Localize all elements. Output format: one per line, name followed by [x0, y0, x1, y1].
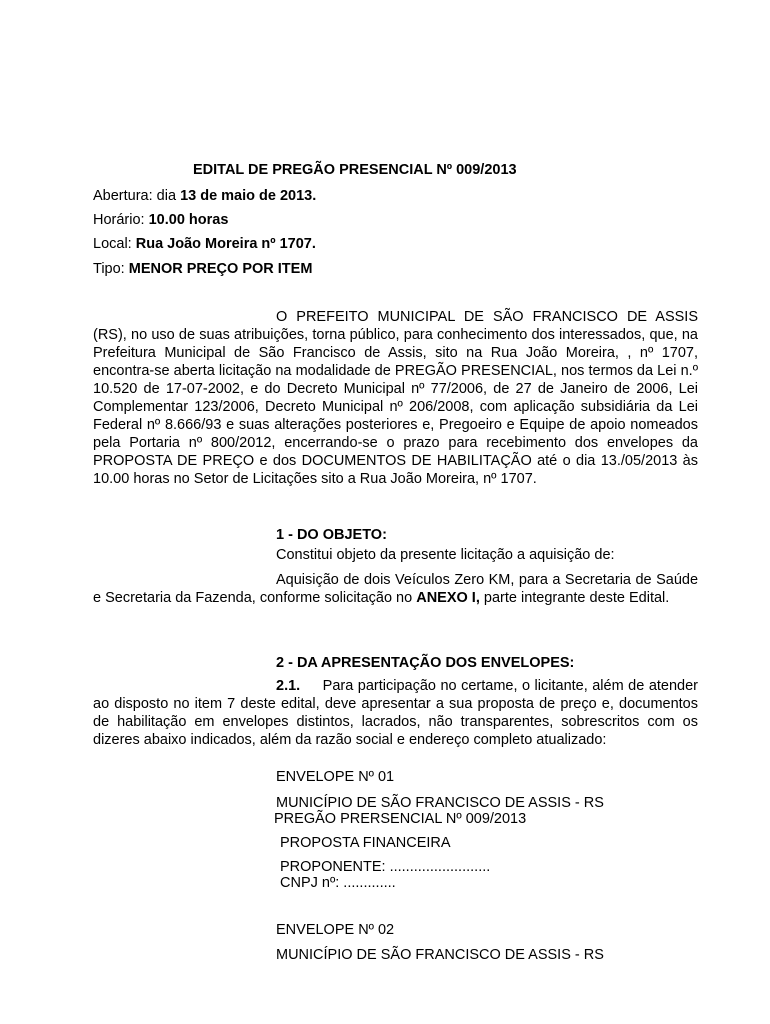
meta-horario: Horário: 10.00 horas [93, 212, 229, 228]
meta-tipo: Tipo: MENOR PREÇO POR ITEM [93, 261, 313, 277]
section2-item-2-1: 2.1. Para participação no certame, o licitante, além de atender ao disposto no item 7 deste edital, deve apresentar a sua proposta de preço e, documentos de habilitação em envelopes distintos, lacrados, não transparentes, sobrescritos com os dizeres abaixo indicados, além da razão social e endereço completo atualizado: [93, 678, 698, 748]
envelope2-label: ENVELOPE Nº 02 [276, 922, 395, 938]
section2-heading: 2 - DA APRESENTAÇÃO DOS ENVELOPES: [276, 655, 575, 671]
envelope1-proponente: PROPONENTE: ......................... [280, 859, 491, 875]
meta-local: Local: Rua João Moreira nº 1707. [93, 236, 316, 252]
document-title: EDITAL DE PREGÃO PRESENCIAL Nº 009/2013 [193, 162, 517, 178]
section1-intro: Constitui objeto da presente licitação a aquisição de: [276, 547, 615, 563]
section1-heading: 1 - DO OBJETO: [276, 527, 387, 543]
envelope1-label: ENVELOPE Nº 01 [276, 769, 395, 785]
meta-abertura: Abertura: dia 13 de maio de 2013. [93, 188, 317, 204]
intro-paragraph: O PREFEITO MUNICIPAL DE SÃO FRANCISCO DE ASSIS (RS), no uso de suas atribuições, torna público, para conhecimento dos interessados, que, na Prefeitura Municipal de São Francisco de Assis, sito na Rua João Moreira, , nº 1707, encontra-se aberta licitação na modalidade de PREGÃO PRESENCIAL, nos termos da Lei n.º 10.520 de 17-07-2002, e do Decreto Municipal nº 77/2006, de 27 de Janeiro de 2006, Lei Complementar 123/2006, Decreto Municipal nº 206/2008, com aplicação subsidiária da Lei Federal nº 8.666/93 e suas alterações posteriores e, Pregoeiro e Equipe de apoio nomeados pela Portaria nº 800/2012, encerrando-se o prazo para recebimento dos envelopes da PROPOSTA DE PREÇO e dos DOCUMENTOS DE HABILITAÇÃO até o dia 13./05/2013 às 10.00 horas no Setor de Licitações sito a Rua João Moreira, nº 1707. [93, 309, 698, 487]
envelope2-municipio: MUNICÍPIO DE SÃO FRANCISCO DE ASSIS - RS [276, 947, 604, 963]
envelope1-pregao: PREGÃO PRERSENCIAL Nº 009/2013 [274, 811, 527, 827]
envelope1-municipio: MUNICÍPIO DE SÃO FRANCISCO DE ASSIS - RS [276, 795, 604, 811]
envelope1-cnpj: CNPJ nº: ............. [280, 875, 396, 891]
envelope1-tipo: PROPOSTA FINANCEIRA [280, 835, 451, 851]
section1-paragraph: Aquisição de dois Veículos Zero KM, para a Secretaria de Saúde e Secretaria da Fazenda, conforme solicitação no ANEXO I, parte integrante deste Edital. [93, 572, 699, 606]
